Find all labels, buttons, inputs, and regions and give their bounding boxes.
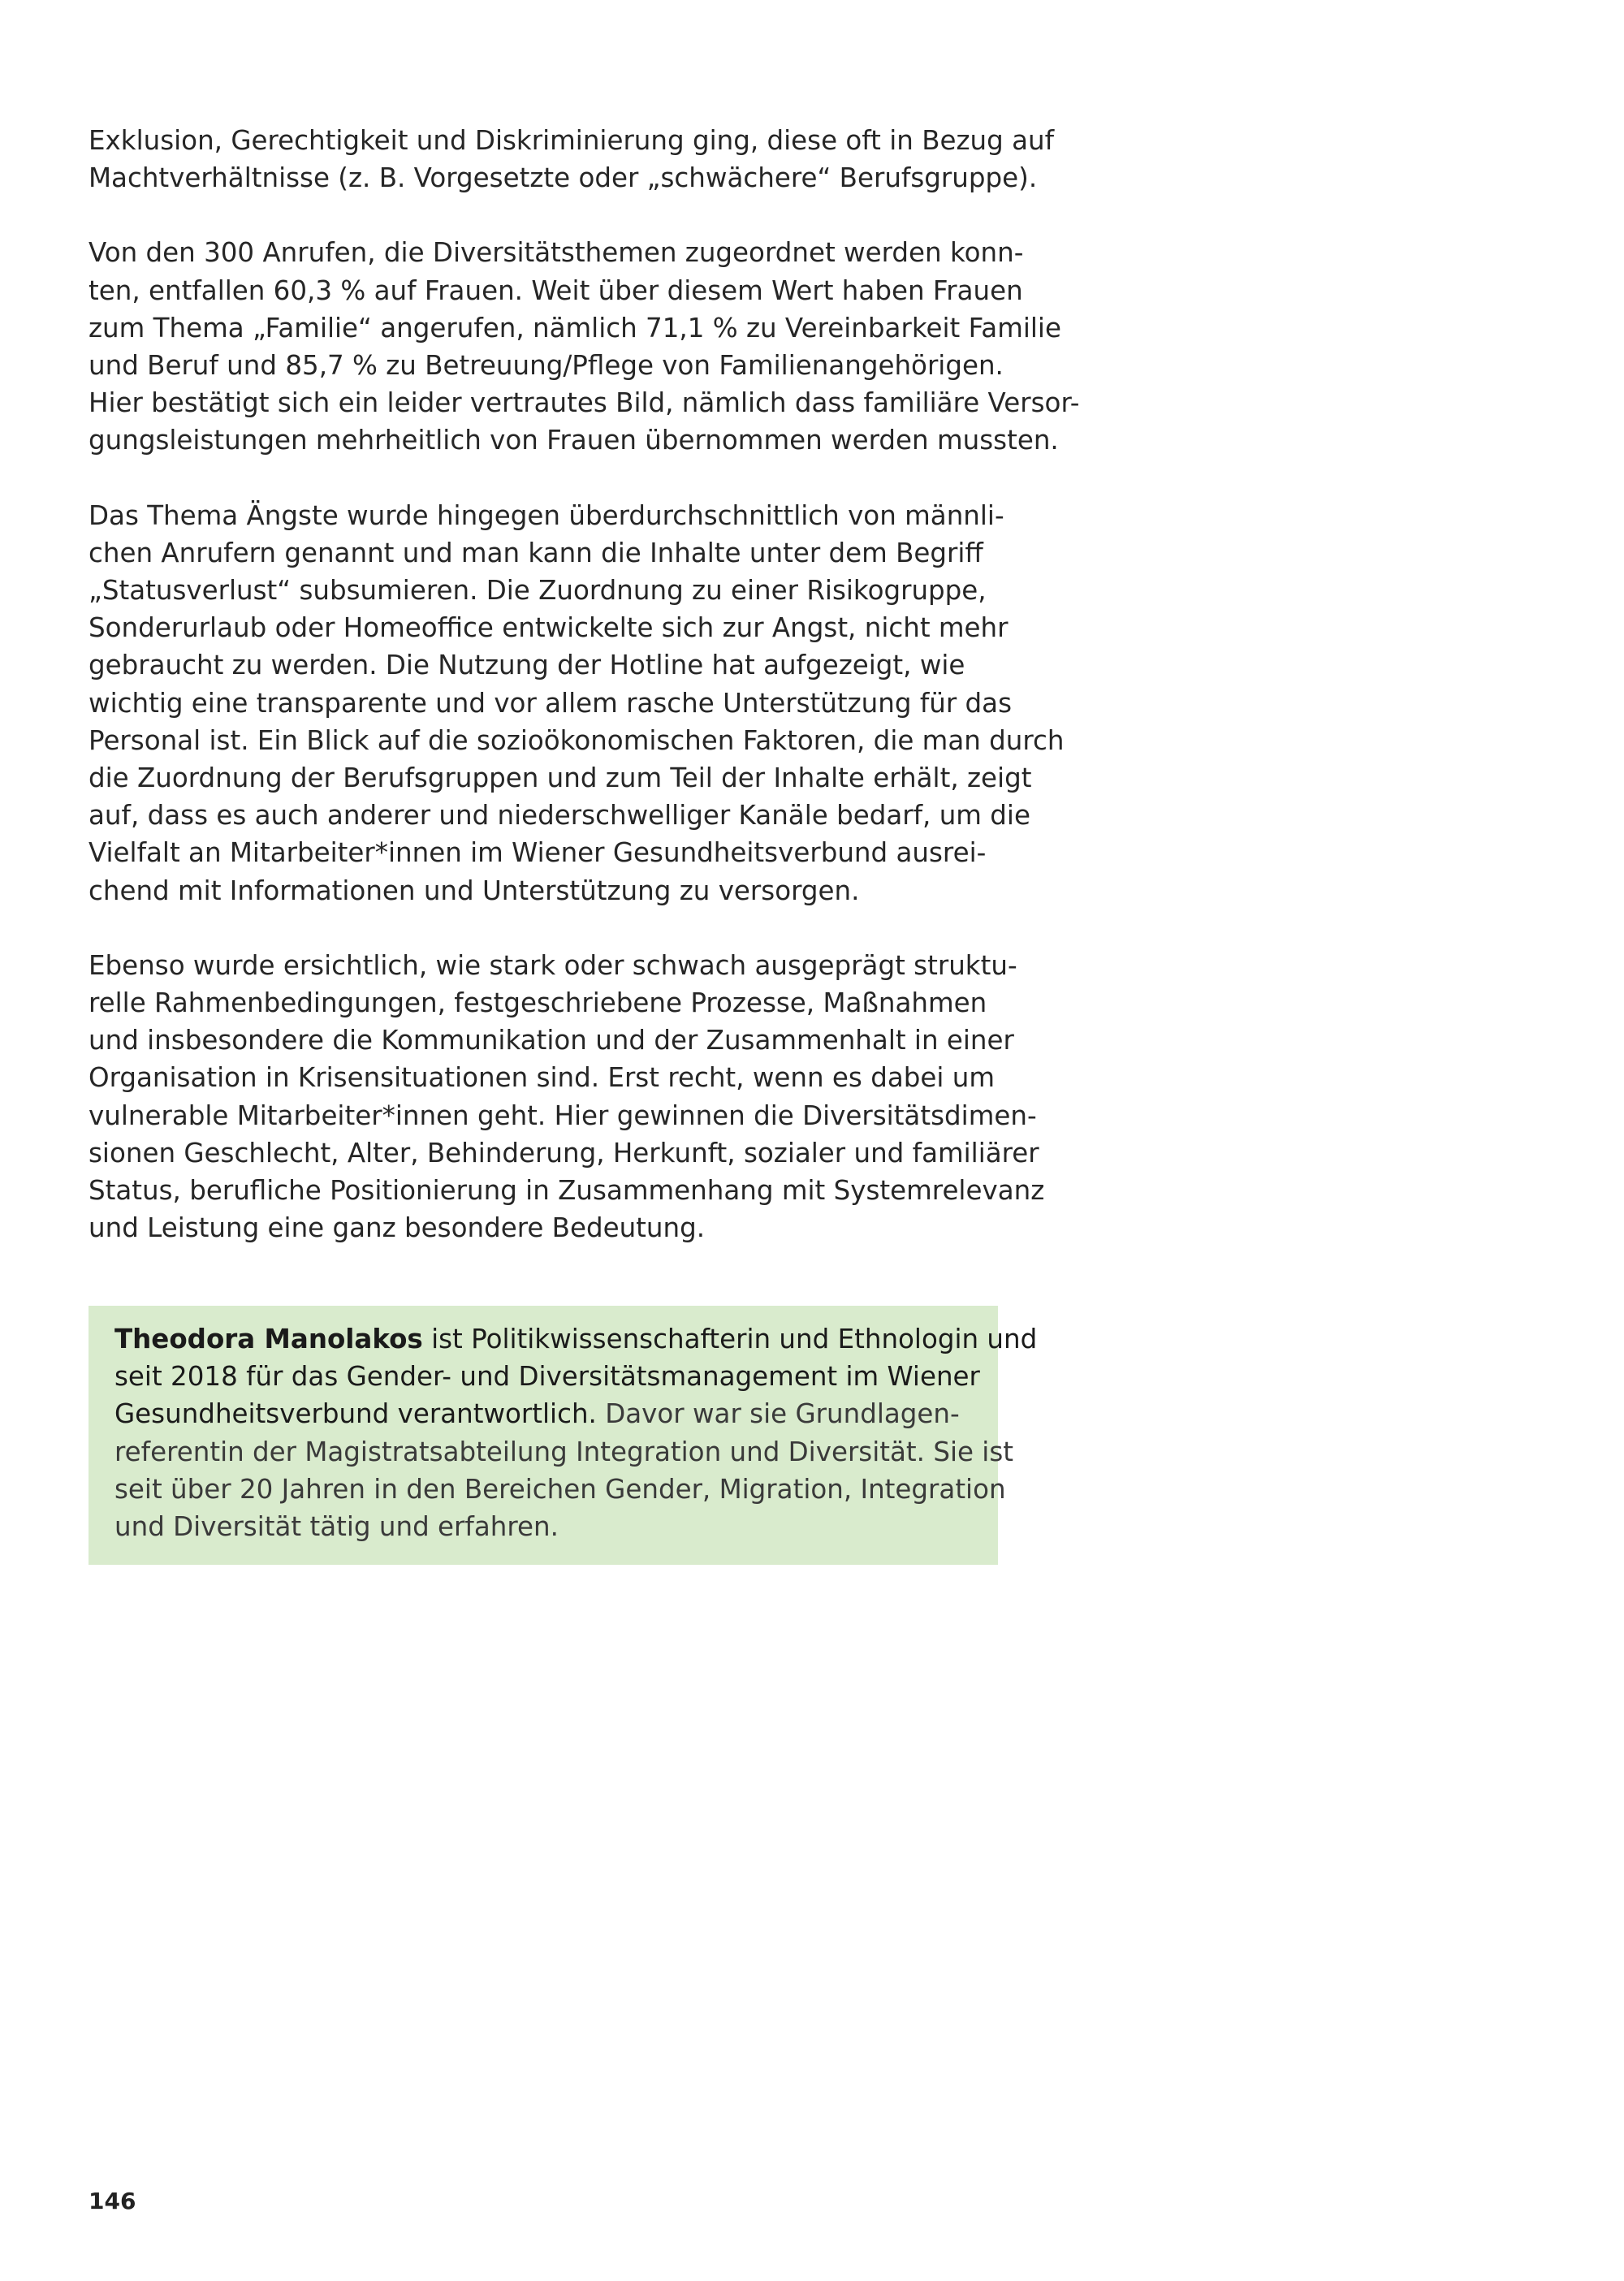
text-line: ten, entfallen 60,3 % auf Frauen. Weit über diesem Wert haben Frauen [89,274,1023,306]
text-line: Vielfalt an Mitarbeiter*innen im Wiener Gesundheitsverbund ausrei- [89,837,987,869]
text-line: chend mit Informationen und Unterstützung zu versorgen. [89,875,860,906]
bio-line-1 [114,1320,1038,1358]
text-line: Das Thema Ängste wurde hingegen überdurchschnittlich von männli- [89,499,1004,531]
text-line: Von den 300 Anrufen, die Diversitätsthemen zugeordnet werden konn- [89,237,1024,269]
author-bio-text [114,1320,1038,1545]
page-number: 146 [89,2188,136,2214]
text-line: relle Rahmenbedingungen, festgeschriebene Prozesse, Maßnahmen [89,987,987,1019]
author-bio-box [89,1306,1038,1565]
paragraph-4 [89,947,1045,1247]
text-line: auf, dass es auch anderer und niederschwelliger Kanäle bedarf, um die [89,800,1030,832]
text-line: sionen Geschlecht, Alter, Behinderung, Herkunft, sozialer und familiärer [89,1137,1039,1169]
text-line: Sonderurlaub oder Homeoffice entwickelte sich zur Angst, nicht mehr [89,612,1009,644]
text-line: Organisation in Krisensituationen sind. Erst recht, wenn es dabei um [89,1062,995,1094]
paragraph-1 [89,122,1055,197]
bio-text-segment: ist Politikwissenschafterin und Ethnologin und [422,1324,1038,1354]
paragraph-3 [89,497,1065,909]
text-line: zum Thema „Familie“ angerufen, nämlich 71,1 % zu Vereinbarkeit Familie [89,312,1061,343]
text-line: und insbesondere die Kommunikation und der Zusammenhalt in einer [89,1025,1014,1056]
text-line: „Statusverlust“ subsumieren. Die Zuordnung zu einer Risikogruppe, [89,575,987,607]
bio-line-6: und Diversität tätig und erfahren. [114,1511,559,1543]
author-name: Theodora Manolakos [114,1324,423,1354]
bio-text-segment: Davor war sie Grundlagen- [596,1398,960,1430]
text-line: und Leistung eine ganz besondere Bedeutung. [89,1212,706,1244]
bio-line-5: seit über 20 Jahren in den Bereichen Gender, Migration, Integration [114,1473,1006,1505]
bio-text-segment: Gesundheitsverbund verantwortlich. [114,1398,597,1430]
paragraph-2 [89,234,1080,459]
text-line: Status, berufliche Positionierung in Zusammenhang mit Systemrelevanz [89,1175,1045,1207]
text-line: die Zuordnung der Berufsgruppen und zum Teil der Inhalte erhält, zeigt [89,762,1032,794]
text-line: Personal ist. Ein Blick auf die sozioökonomischen Faktoren, die man durch [89,724,1065,756]
body-text-column [89,122,1080,1246]
text-line: chen Anrufern genannt und man kann die Inhalte unter dem Begriff [89,537,983,568]
text-line: gebraucht zu werden. Die Nutzung der Hotline hat aufgezeigt, wie [89,650,965,681]
text-line: Ebenso wurde ersichtlich, wie stark oder schwach ausgeprägt struktu- [89,949,1017,981]
bio-line-4: referentin der Magistratsabteilung Integration und Diversität. Sie ist [114,1436,1014,1467]
text-line: vulnerable Mitarbeiter*innen geht. Hier gewinnen die Diversitätsdimen- [89,1099,1037,1131]
text-line: und Beruf und 85,7 % zu Betreuung/Pflege von Familienangehörigen. [89,350,1004,382]
text-line: wichtig eine transparente und vor allem rasche Unterstützung für das [89,687,1013,719]
text-line: Exklusion, Gerechtigkeit und Diskriminierung ging, diese oft in Bezug auf [89,125,1055,156]
bio-line-3 [114,1395,982,1432]
bio-line-2: seit 2018 für das Gender- und Diversitätsmanagement im Wiener [114,1361,980,1393]
text-line: gungsleistungen mehrheitlich von Frauen übernommen werden mussten. [89,425,1059,456]
text-line: Hier bestätigt sich ein leider vertrautes Bild, nämlich dass familiäre Versor- [89,387,1080,419]
text-line: Machtverhältnisse (z. B. Vorgesetzte oder „schwächere“ Berufsgruppe). [89,162,1038,194]
